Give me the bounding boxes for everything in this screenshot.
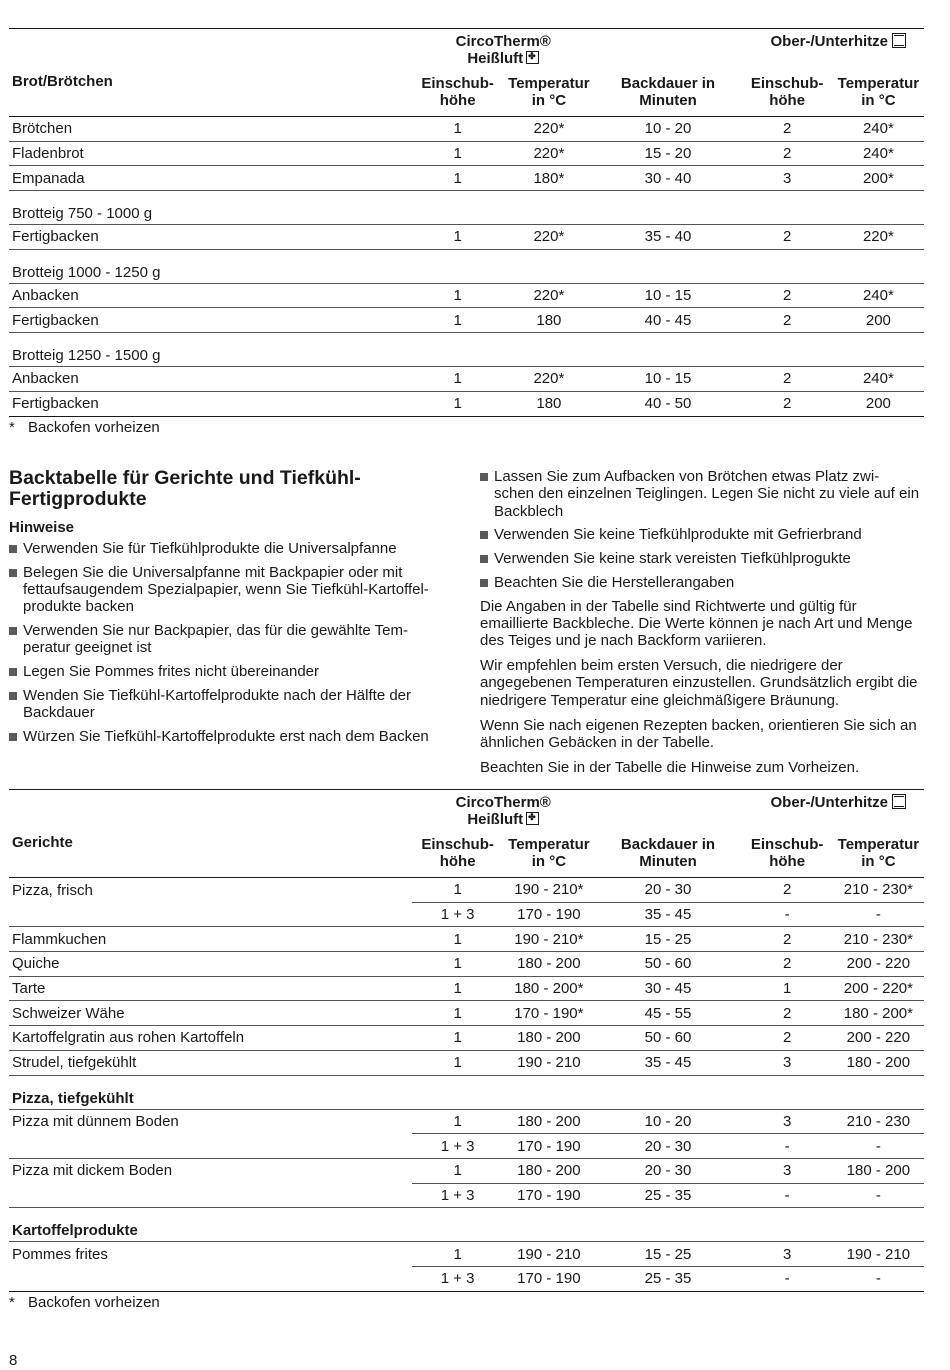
- cell-temp-2: -: [833, 1266, 924, 1291]
- table-row: [9, 1242, 924, 1267]
- right-bullet-list: [480, 468, 924, 591]
- paragraphs: [480, 598, 924, 776]
- col-header-temp-1: Temperatur in °C: [503, 830, 594, 878]
- cell-name: Pizza mit dünnem Boden: [12, 1113, 179, 1131]
- cell-temp-2: 210 - 230: [833, 1109, 924, 1134]
- cell-name: Anbacken: [9, 283, 412, 308]
- table-group-row: [9, 1208, 924, 1242]
- bullet-item: Beachten Sie die Herstellerangaben: [480, 574, 924, 591]
- cell-duration: 10 - 15: [595, 367, 742, 392]
- cell-temp-2: 240*: [833, 283, 924, 308]
- cell-temp-2: 220*: [833, 225, 924, 250]
- cell-shelf-1: 1: [412, 141, 503, 166]
- cell-name: [9, 1183, 412, 1208]
- col-header-shelf-1: Einschub- höhe: [412, 69, 503, 117]
- col-header-duration: Backdauer in Minuten: [595, 69, 742, 117]
- cell-temp-1: 180 - 200*: [503, 976, 594, 1001]
- mode-circotherm: [412, 29, 595, 69]
- cell-duration: 40 - 50: [595, 391, 742, 416]
- cell-duration: 10 - 20: [595, 117, 742, 142]
- section-subheading: Hinweise: [9, 519, 75, 536]
- fan-icon: [526, 51, 539, 64]
- cell-name: [9, 902, 412, 927]
- cell-temp-1: 170 - 190*: [503, 1001, 594, 1026]
- cell-shelf-1: 1 + 3: [412, 1134, 503, 1159]
- cell-shelf-1: 1: [412, 225, 503, 250]
- mode-ober-unterhitze: [742, 29, 925, 69]
- table1-block: [9, 28, 924, 437]
- col-header-name: Brot/Brötchen: [9, 69, 412, 117]
- group-label: Brotteig 750 - 1000 g: [9, 191, 924, 225]
- cell-name: Fertigbacken: [9, 308, 412, 333]
- cell-shelf-2: 2: [742, 878, 833, 903]
- table-row: [9, 902, 924, 927]
- cell-name: [9, 1266, 412, 1291]
- cell-temp-2: 210 - 230*: [833, 878, 924, 903]
- table-row: [9, 1183, 924, 1208]
- cell-shelf-2: 3: [742, 166, 833, 191]
- cell-shelf-2: 2: [742, 927, 833, 952]
- cell-name: Strudel, tiefgekühlt: [9, 1050, 412, 1075]
- group-label: Brotteig 1250 - 1500 g: [9, 333, 924, 367]
- cell-shelf-2: 1: [742, 976, 833, 1001]
- cell-shelf-2: 2: [742, 1001, 833, 1026]
- cell-temp-1: 170 - 190: [503, 1183, 594, 1208]
- cell-duration: 25 - 35: [595, 1266, 742, 1291]
- table-mode-header: [9, 790, 924, 830]
- cell-temp-2: 240*: [833, 141, 924, 166]
- table-row: [9, 1001, 924, 1026]
- bullet-item: Verwenden Sie für Tiefkühlprodukte die Universalpfanne: [9, 540, 454, 557]
- footnote: [9, 1294, 924, 1312]
- mode-ober-unterhitze: [742, 790, 925, 830]
- cell-temp-1: 180*: [503, 166, 594, 191]
- bread-table: [9, 28, 924, 417]
- cell-temp-2: 240*: [833, 367, 924, 392]
- cell-name: Tarte: [9, 976, 412, 1001]
- cell-temp-2: 180 - 200: [833, 1050, 924, 1075]
- cell-shelf-1: 1: [412, 1158, 503, 1183]
- group-label: Kartoffelprodukte: [9, 1208, 924, 1242]
- cell-name: Fertigbacken: [9, 391, 412, 416]
- cell-temp-2: 180 - 200*: [833, 1001, 924, 1026]
- cell-temp-2: 200: [833, 391, 924, 416]
- cell-duration: 25 - 35: [595, 1183, 742, 1208]
- cell-duration: 20 - 30: [595, 1158, 742, 1183]
- cell-duration: 35 - 45: [595, 1050, 742, 1075]
- fan-icon: [526, 812, 539, 825]
- cell-duration: 15 - 25: [595, 1242, 742, 1267]
- top-bottom-heat-icon: [892, 33, 906, 48]
- table-row: [9, 141, 924, 166]
- cell-duration: 15 - 20: [595, 141, 742, 166]
- cell-temp-2: -: [833, 1134, 924, 1159]
- table2-block: [9, 789, 924, 1312]
- group-label: Pizza, tiefgekühlt: [9, 1075, 924, 1109]
- cell-duration: 30 - 40: [595, 166, 742, 191]
- table-row: [9, 878, 924, 903]
- mode-circotherm-label: CircoTherm®: [455, 794, 551, 811]
- cell-shelf-1: 1: [412, 283, 503, 308]
- cell-name: Flammkuchen: [9, 927, 412, 952]
- table-row: [9, 283, 924, 308]
- bullet-item: Verwenden Sie keine stark vereisten Tiefkühlprogukte: [480, 550, 924, 567]
- cell-duration: 30 - 45: [595, 976, 742, 1001]
- cell-duration: 45 - 55: [595, 1001, 742, 1026]
- table-row: [9, 952, 924, 977]
- table-row: [9, 976, 924, 1001]
- cell-temp-2: 190 - 210: [833, 1242, 924, 1267]
- cell-temp-1: 220*: [503, 283, 594, 308]
- footnote-text: Backofen vorheizen: [28, 1293, 160, 1311]
- cell-shelf-1: 1: [412, 952, 503, 977]
- cell-duration: 35 - 45: [595, 902, 742, 927]
- cell-shelf-1: 1: [412, 1242, 503, 1267]
- col-header-name: Gerichte: [9, 830, 412, 878]
- cell-temp-1: 190 - 210*: [503, 878, 594, 903]
- table-group-row: [9, 1075, 924, 1109]
- cell-name: Anbacken: [9, 367, 412, 392]
- cell-temp-1: 180: [503, 391, 594, 416]
- table-row: [9, 1109, 924, 1134]
- cell-temp-1: 180: [503, 308, 594, 333]
- table-column-header: [9, 69, 924, 117]
- cell-shelf-2: 2: [742, 1026, 833, 1051]
- footnote-star: *: [9, 418, 15, 436]
- cell-shelf-2: 2: [742, 283, 833, 308]
- cell-duration: 15 - 25: [595, 927, 742, 952]
- paragraph: Beachten Sie in der Tabelle die Hinweise zum Vorheizen.: [480, 758, 860, 776]
- mode-heissluft-label: Heißluft: [467, 50, 524, 67]
- cell-shelf-1: 1: [412, 1001, 503, 1026]
- cell-shelf-2: 2: [742, 952, 833, 977]
- col-header-temp-2: Temperatur in °C: [833, 69, 924, 117]
- bullet-item: Verwenden Sie keine Tiefkühlprodukte mit Gefrierbrand: [480, 526, 924, 543]
- paragraph: Die Angaben in der Tabelle sind Richtwerte und gültig für emaillierte Backbleche. Die Werte können je nach Art und Menge des Teiges und je nach Backform variieren.: [480, 597, 913, 650]
- cell-temp-1: 170 - 190: [503, 1134, 594, 1159]
- cell-temp-1: 170 - 190: [503, 902, 594, 927]
- cell-duration: 40 - 45: [595, 308, 742, 333]
- cell-temp-1: 190 - 210: [503, 1242, 594, 1267]
- notes-left-column: [9, 468, 454, 752]
- cell-shelf-1: 1: [412, 308, 503, 333]
- table-row: [9, 927, 924, 952]
- col-header-shelf-1: Einschub- höhe: [412, 830, 503, 878]
- cell-name: Schweizer Wähe: [9, 1001, 412, 1026]
- cell-temp-2: 240*: [833, 117, 924, 142]
- cell-temp-1: 170 - 190: [503, 1266, 594, 1291]
- cell-shelf-2: -: [742, 1134, 833, 1159]
- table-row: [9, 225, 924, 250]
- cell-temp-1: 220*: [503, 225, 594, 250]
- cell-name: Kartoffelgratin aus rohen Kartoffeln: [9, 1026, 412, 1051]
- table-row: [9, 1026, 924, 1051]
- cell-shelf-1: 1 + 3: [412, 1266, 503, 1291]
- table-group-row: [9, 191, 924, 225]
- cell-shelf-1: 1: [412, 927, 503, 952]
- cell-temp-2: -: [833, 1183, 924, 1208]
- cell-temp-2: 200: [833, 308, 924, 333]
- left-bullet-list: [9, 540, 454, 745]
- cell-shelf-1: 1: [412, 367, 503, 392]
- cell-temp-1: 220*: [503, 141, 594, 166]
- cell-shelf-2: 3: [742, 1242, 833, 1267]
- cell-temp-1: 190 - 210: [503, 1050, 594, 1075]
- cell-duration: 50 - 60: [595, 1026, 742, 1051]
- cell-shelf-2: 2: [742, 117, 833, 142]
- cell-shelf-2: -: [742, 902, 833, 927]
- mode-heissluft-label: Heißluft: [467, 811, 524, 828]
- cell-name: Fladenbrot: [9, 141, 412, 166]
- mode-circotherm: [412, 790, 595, 830]
- cell-name: [9, 1134, 412, 1159]
- dishes-table: [9, 789, 924, 1292]
- table-row: [9, 1050, 924, 1075]
- bullet-item: Lassen Sie zum Aufbacken von Brötchen etwas Platz zwi- schen den einzelnen Teiglingen. Legen Sie nicht zu viele auf ein Backblech: [480, 468, 924, 520]
- cell-temp-1: 180 - 200: [503, 952, 594, 977]
- cell-shelf-1: 1 + 3: [412, 902, 503, 927]
- bullet-item: Legen Sie Pommes frites nicht übereinander: [9, 663, 454, 680]
- mode-circotherm-label: CircoTherm®: [455, 33, 551, 50]
- cell-shelf-2: -: [742, 1266, 833, 1291]
- bullet-item: Wenden Sie Tiefkühl-Kartoffelprodukte nach der Hälfte der Backdauer: [9, 687, 454, 722]
- cell-shelf-2: 2: [742, 391, 833, 416]
- cell-temp-2: 200 - 220: [833, 1026, 924, 1051]
- table-column-header: [9, 830, 924, 878]
- table-row: [9, 367, 924, 392]
- cell-name: Pizza mit dickem Boden: [12, 1162, 173, 1180]
- footnote-text: Backofen vorheizen: [28, 418, 160, 436]
- table-row: [9, 1158, 924, 1183]
- cell-temp-2: 200*: [833, 166, 924, 191]
- table-group-row: [9, 249, 924, 283]
- cell-temp-1: 220*: [503, 117, 594, 142]
- cell-name: Pizza, frisch: [12, 881, 93, 899]
- cell-shelf-2: 2: [742, 308, 833, 333]
- cell-shelf-1: 1: [412, 976, 503, 1001]
- cell-shelf-2: -: [742, 1183, 833, 1208]
- cell-temp-1: 180 - 200: [503, 1109, 594, 1134]
- bullet-item: Verwenden Sie nur Backpapier, das für die gewählte Tem- peratur geeignet ist: [9, 622, 454, 657]
- col-header-temp-2: Temperatur in °C: [833, 830, 924, 878]
- cell-shelf-2: 3: [742, 1109, 833, 1134]
- cell-temp-1: 180 - 200: [503, 1026, 594, 1051]
- paragraph: Wenn Sie nach eigenen Rezepten backen, orientieren Sie sich an ähnlichen Gebäcken in der Tabelle.: [480, 716, 917, 751]
- cell-shelf-2: 2: [742, 141, 833, 166]
- cell-shelf-1: 1: [412, 1050, 503, 1075]
- page-number: 8: [9, 1352, 18, 1369]
- mode-ober-unterhitze-label: Ober-/Unterhitze: [770, 33, 888, 50]
- cell-duration: 10 - 15: [595, 283, 742, 308]
- footnote: [9, 419, 924, 437]
- cell-temp-1: 190 - 210*: [503, 927, 594, 952]
- cell-duration: 50 - 60: [595, 952, 742, 977]
- cell-name: Brötchen: [9, 117, 412, 142]
- col-header-shelf-2: Einschub- höhe: [742, 830, 833, 878]
- group-label: Brotteig 1000 - 1250 g: [9, 249, 924, 283]
- mode-ober-unterhitze-label: Ober-/Unterhitze: [770, 794, 888, 811]
- cell-shelf-2: 2: [742, 367, 833, 392]
- cell-shelf-2: 2: [742, 225, 833, 250]
- cell-temp-2: -: [833, 902, 924, 927]
- cell-shelf-2: 3: [742, 1050, 833, 1075]
- cell-duration: 35 - 40: [595, 225, 742, 250]
- table-row: [9, 117, 924, 142]
- cell-name: Quiche: [9, 952, 412, 977]
- col-header-duration: Backdauer in Minuten: [595, 830, 742, 878]
- cell-temp-2: 180 - 200: [833, 1158, 924, 1183]
- cell-temp-2: 200 - 220*: [833, 976, 924, 1001]
- paragraph: Wir empfehlen beim ersten Versuch, die niedrigere der angegebenen Temperaturen einzustellen. Grundsätzlich ergibt die niedrigere Temperatur eine gleichmäßigere Bräunung.: [480, 657, 918, 709]
- col-header-shelf-2: Einschub- höhe: [742, 69, 833, 117]
- cell-shelf-1: 1: [412, 878, 503, 903]
- table-row: [9, 1266, 924, 1291]
- notes-right-column: [480, 468, 924, 783]
- cell-name: Pommes frites: [12, 1245, 108, 1263]
- table-mode-header: [9, 29, 924, 69]
- cell-temp-2: 200 - 220: [833, 952, 924, 977]
- table-row: [9, 1134, 924, 1159]
- cell-temp-2: 210 - 230*: [833, 927, 924, 952]
- table-row: [9, 391, 924, 416]
- cell-shelf-1: 1: [412, 1026, 503, 1051]
- cell-shelf-1: 1: [412, 166, 503, 191]
- cell-name: Empanada: [9, 166, 412, 191]
- cell-duration: 20 - 30: [595, 1134, 742, 1159]
- bullet-item: Belegen Sie die Universalpfanne mit Backpapier oder mit fettaufsaugendem Spezialpapier, wenn Sie Tiefkühl-Kartoffel- produkte backen: [9, 564, 454, 616]
- table-group-row: [9, 333, 924, 367]
- cell-shelf-1: 1: [412, 117, 503, 142]
- cell-duration: 20 - 30: [595, 878, 742, 903]
- cell-temp-1: 180 - 200: [503, 1158, 594, 1183]
- cell-shelf-1: 1: [412, 391, 503, 416]
- cell-shelf-1: 1: [412, 1109, 503, 1134]
- cell-shelf-1: 1 + 3: [412, 1183, 503, 1208]
- cell-shelf-2: 3: [742, 1158, 833, 1183]
- top-bottom-heat-icon: [892, 794, 906, 809]
- col-header-temp-1: Temperatur in °C: [503, 69, 594, 117]
- footnote-star: *: [9, 1293, 15, 1311]
- bullet-item: Würzen Sie Tiefkühl-Kartoffelprodukte erst nach dem Backen: [9, 728, 454, 745]
- section-heading: Backtabelle für Gerichte und Tiefkühl- Fertigprodukte: [9, 467, 361, 510]
- cell-temp-1: 220*: [503, 367, 594, 392]
- table-row: [9, 166, 924, 191]
- table-row: [9, 308, 924, 333]
- cell-duration: 10 - 20: [595, 1109, 742, 1134]
- cell-name: Fertigbacken: [9, 225, 412, 250]
